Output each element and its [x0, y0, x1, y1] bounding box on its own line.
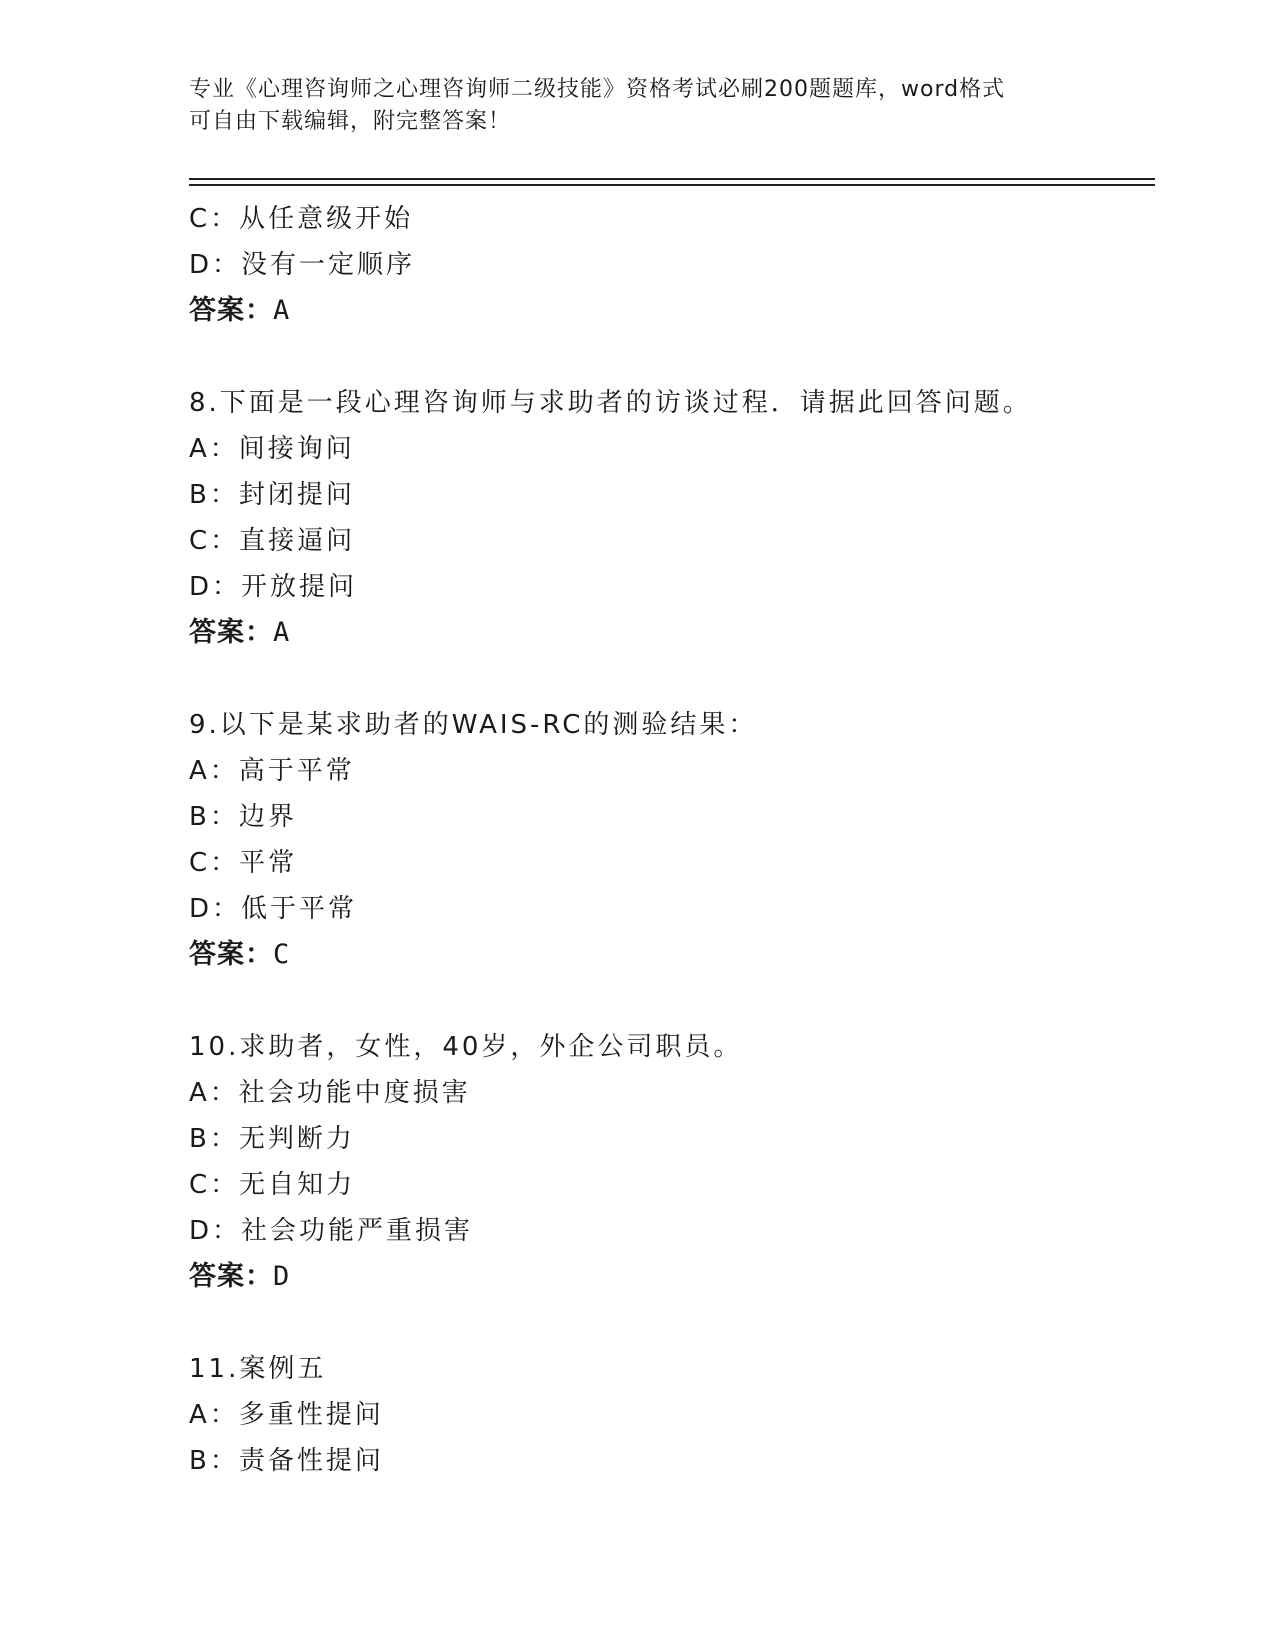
- answer-line: 答案：A: [189, 295, 291, 326]
- option-a: A：社会功能中度损害: [189, 1078, 471, 1108]
- option-c: C：平常: [189, 848, 298, 878]
- answer-line: 答案：C: [189, 939, 291, 970]
- option-b: B：边界: [189, 802, 297, 832]
- option-d: D：开放提问: [189, 572, 358, 602]
- option-c: C：无自知力: [189, 1170, 356, 1200]
- question-stem: 11.案例五: [189, 1354, 327, 1384]
- header-divider-bottom: [189, 184, 1155, 186]
- option-d: D：社会功能严重损害: [189, 1216, 474, 1246]
- question-list: [189, 196, 1149, 1484]
- option-a: A：多重性提问: [189, 1400, 384, 1430]
- question-block-8: [189, 380, 1149, 656]
- header-title-line-2: 可自由下载编辑，附完整答案！: [189, 109, 512, 134]
- option-b: B：封闭提问: [189, 480, 355, 510]
- answer-line: 答案：D: [189, 1261, 291, 1292]
- header-divider-top: [189, 178, 1155, 180]
- option-b: B：责备性提问: [189, 1446, 384, 1476]
- question-block-10: [189, 1024, 1149, 1300]
- header-title-line-1: 专业《心理咨询师之心理咨询师二级技能》资格考试必刷200题题库，word格式: [189, 77, 1006, 102]
- option-a: A：间接询问: [189, 434, 355, 464]
- answer-line: 答案：A: [189, 617, 291, 648]
- question-stem: 10.求助者，女性，40岁，外企公司职员。: [189, 1032, 743, 1062]
- question-stem: 9.以下是某求助者的WAIS-RC的测验结果：: [189, 710, 758, 740]
- question-block-11: [189, 1346, 1149, 1484]
- option-c: C：直接逼问: [189, 526, 356, 556]
- option-d: D：没有一定顺序: [189, 250, 416, 280]
- option-d: D：低于平常: [189, 894, 358, 924]
- option-a: A：高于平常: [189, 756, 355, 786]
- question-block-7: [189, 196, 1149, 334]
- question-stem: 8.下面是一段心理咨询师与求助者的访谈过程．请据此回答问题。: [189, 388, 1032, 418]
- option-b: B：无判断力: [189, 1124, 355, 1154]
- document-header: [189, 74, 1089, 138]
- option-c: C：从任意级开始: [189, 204, 414, 234]
- question-block-9: [189, 702, 1149, 978]
